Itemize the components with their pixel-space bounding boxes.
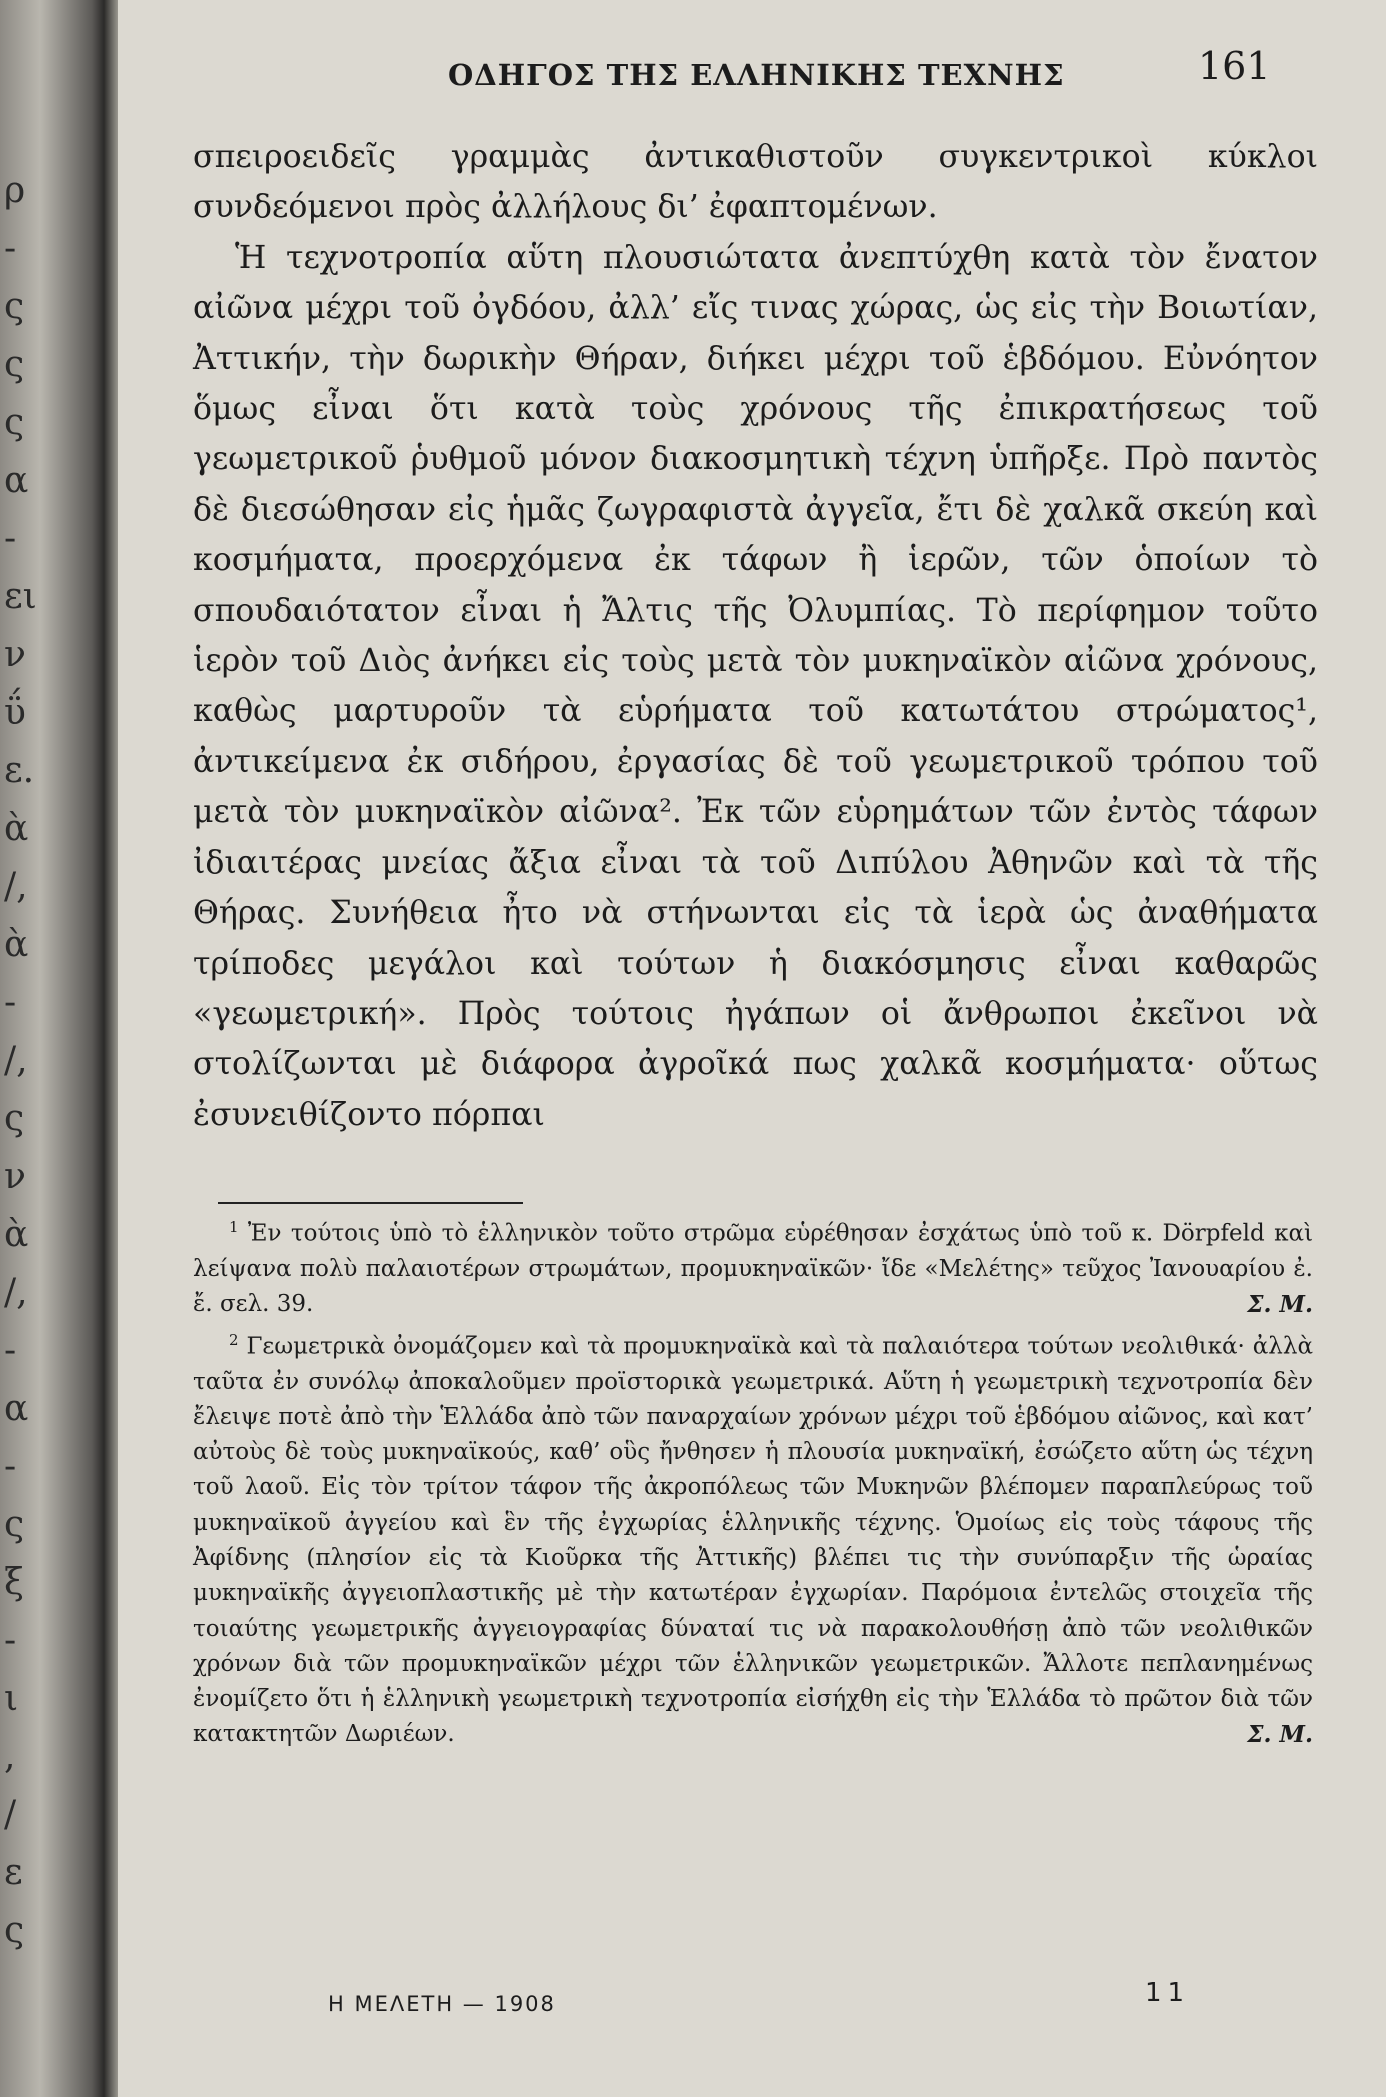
margin-fragment: -: [4, 228, 17, 269]
gathering-mark: 11: [1145, 1978, 1191, 2008]
margin-fragment: ς: [4, 1098, 25, 1139]
paragraph: Ἡ τεχνοτροπία αὕτη πλουσιώτατα ἀνεπτύχθη κατὰ τὸν ἔνατον αἰῶνα μέχρι τοῦ ὀγδόου, ἀλλ’ εἴς τινας χώρας, ὡς εἰς τὴν Βοιωτίαν, Ἀττικήν, τὴν δωρικὴν Θήραν, διήκει μέχρι τοῦ ἑβδόμου. Εὐνόητον ὅμως εἶναι ὅτι κατὰ τοὺς χρόνους τῆς ἐπικρατήσεως τοῦ γεωμετρικοῦ ῥυθμοῦ μόνον διακοσμητικὴ τέχνη ὑπῆρξε. Πρὸ παντὸς δὲ διεσώθησαν εἰς ἡμᾶς ζωγραφιστὰ ἀγγεῖα, ἔτι δὲ χαλκᾶ σκεύη καὶ κοσμήματα, προερχόμενα ἐκ τάφων ἢ ἱερῶν, τῶν ὁποίων τὸ σπουδαιότατον εἶναι ἡ Ἄλτις τῆς Ὀλυμπίας. Τὸ περίφημον τοῦτο ἱερὸν τοῦ Διὸς ἀνήκει εἰς τοὺς μετὰ τὸν μυκηναϊκὸν αἰῶνα χρόνους, καθὼς μαρτυροῦν τὰ εὑρήματα τοῦ κατωτάτου στρώματος¹, ἀντικείμενα ἐκ σιδήρου, ἐργασίας δὲ τοῦ γεωμετρικοῦ τρόπου τοῦ μετὰ τὸν μυκηναϊκὸν αἰῶνα². Ἐκ τῶν εὑρημάτων τῶν ἐντὸς τάφων ἰδιαιτέρας μνείας ἄξια εἶναι τὰ τοῦ Διπύλου Ἀθηνῶν καὶ τὰ τῆς Θήρας. Συνήθεια ἦτο νὰ στήνωνται εἰς τὰ ἱερὰ ὡς ἀναθήματα τρίποδες μεγάλοι καὶ τούτων ἡ διακόσμησις εἶναι καθαρῶς «γεωμετρική». Πρὸς τούτοις ἠγάπων οἱ ἄνθρωποι ἐκεῖνοι νὰ στολίζωνται μὲ διάφορα ἀγροῖκά πως χαλκᾶ κοσμήματα· οὕτως ἐσυνειθίζοντο πόρπαι: [193, 239, 1318, 1133]
margin-fragment: ς: [4, 344, 25, 385]
margin-fragment: -: [4, 1446, 17, 1487]
margin-fragment: /,: [4, 866, 28, 907]
footnote-marker: 2: [229, 1330, 239, 1349]
margin-fragment: ὰ: [4, 924, 29, 965]
paragraph: σπειροειδεῖς γραμμὰς ἀντικαθιστοῦν συγκεντρικοὶ κύκλοι συνδεόμενοι πρὸς ἀλλήλους δι’ ἐφαπτομένων.: [193, 139, 1318, 226]
margin-fragment: ς: [4, 1504, 25, 1545]
margin-fragment: -: [4, 1330, 17, 1371]
left-page-margin-fragments: [0, 0, 70, 2097]
margin-fragment: ε: [4, 1852, 23, 1893]
page-footer: [118, 1978, 1386, 2038]
margin-fragment: /,: [4, 1040, 28, 1081]
page-header: [118, 38, 1386, 98]
footnote-signature: Σ. Μ.: [1247, 1721, 1313, 1749]
footnotes: [193, 1210, 1313, 1753]
margin-fragment: ξ: [4, 1562, 24, 1603]
footnote-signature: Σ. Μ.: [1247, 1291, 1313, 1319]
margin-fragment: ει: [4, 576, 37, 617]
running-head: ΟΔΗΓΟΣ ΤΗΣ ΕΛΛΗΝΙΚΗΣ ΤΕΧΝΗΣ: [448, 58, 1065, 92]
margin-fragment: -: [4, 518, 17, 559]
margin-fragment: ι: [4, 1678, 19, 1719]
footnote-text: Γεωμετρικὰ ὀνομάζομεν καὶ τὰ προμυκηναϊκὰ καὶ τὰ παλαιότερα τούτων νεολιθικά· ἀλλὰ ταῦτα ἐν συνόλῳ ἀποκαλοῦμεν προϊστορικὰ γεωμετρικά. Αὕτη ἡ γεωμετρικὴ τεχνοτροπία δὲν ἔλειψε ποτὲ ἀπὸ τὴν Ἑλλάδα ἀπὸ τῶν παναρχαίων χρόνων μέχρι τοῦ ἑβδόμου αἰῶνος, καὶ κατ’ αὐτοὺς δὲ τοὺς μυκηναϊκούς, καθ’ οὓς ἤνθησεν ἡ πλουσία μυκηναϊκή, ἐσώζετο αὕτη ὡς τέχνη τοῦ λαοῦ. Εἰς τὸν τρίτον τάφον τῆς ἀκροπόλεως τῶν Μυκηνῶν βλέπομεν παραπλεύρως τοῦ μυκηναϊκοῦ ἀγγείου καὶ ἓν τῆς ἐγχωρίας ἑλληνικῆς τέχνης. Ὁμοίως εἰς τοὺς τάφους τῆς Ἀφίδνης (πλησίον εἰς τὰ Κιοῦρκα τῆς Ἀττικῆς) βλέπει τις τὴν συνύπαρξιν τῆς ὡραίας μυκηναϊκῆς ἀγγειοπλαστικῆς μὲ τὴν κατωτέραν ἐγχωρίαν. Παρόμοια ἐντελῶς στοιχεῖα τῆς τοιαύτης γεωμετρικῆς ἀγγειογραφίας δύναταί τις νὰ παρακολουθήσῃ ἀπὸ τῶν νεολιθικῶν χρόνων διὰ τῶν προμυκηναϊκῶν μέχρι τῶν ἑλληνικῶν γεωμετρικῶν. Ἄλλοτε πεπλανημένως ἐνομίζετο ὅτι ἡ ἑλληνικὴ γεωμετρικὴ τεχνοτροπία εἰσήχθη εἰς τὴν Ἑλλάδα τὸ πρῶτον διὰ τῶν κατακτητῶν Δωριέων.: [193, 1333, 1313, 1748]
margin-fragment: /: [4, 1794, 17, 1835]
main-text: [193, 132, 1318, 1140]
margin-fragment: α: [4, 460, 29, 501]
margin-fragment: ὰ: [4, 808, 29, 849]
margin-fragment: α: [4, 1388, 29, 1429]
margin-fragment: ὰ: [4, 1214, 29, 1255]
margin-fragment: ε.: [4, 750, 35, 791]
footnote-rule: [218, 1202, 523, 1204]
footnote-text: Ἐν τούτοις ὑπὸ τὸ ἑλληνικὸν τοῦτο στρῶμα εὑρέθησαν ἐσχάτως ὑπὸ τοῦ κ. Dörpfeld καὶ λείψανα πολὺ παλαιοτέρων στρωμάτων, προμυκηναϊκῶν· ἴδε «Μελέτης» τεῦχος Ἰανουαρίου ἐ. ἔ. σελ. 39.: [193, 1220, 1313, 1318]
footnote-marker: 1: [229, 1218, 239, 1236]
margin-fragment: ν: [4, 634, 26, 675]
footnote-1: [193, 1210, 1313, 1323]
margin-fragment: ΰ: [4, 692, 26, 733]
footnote-2: [193, 1323, 1313, 1753]
book-page: [118, 0, 1386, 2097]
margin-fragment: ς: [4, 402, 25, 443]
margin-fragment: -: [4, 982, 17, 1023]
page-number: 161: [1198, 44, 1271, 88]
margin-fragment: /,: [4, 1272, 28, 1313]
margin-fragment: ς: [4, 286, 25, 327]
printer-signature-line: Η ΜΕΛΕΤΗ — 1908: [328, 1992, 556, 2016]
margin-fragment: ν: [4, 1156, 26, 1197]
margin-fragment: -: [4, 1620, 17, 1661]
margin-fragment: ς: [4, 1910, 25, 1951]
margin-fragment: ,: [4, 1736, 16, 1777]
margin-fragment: ρ: [4, 170, 26, 211]
